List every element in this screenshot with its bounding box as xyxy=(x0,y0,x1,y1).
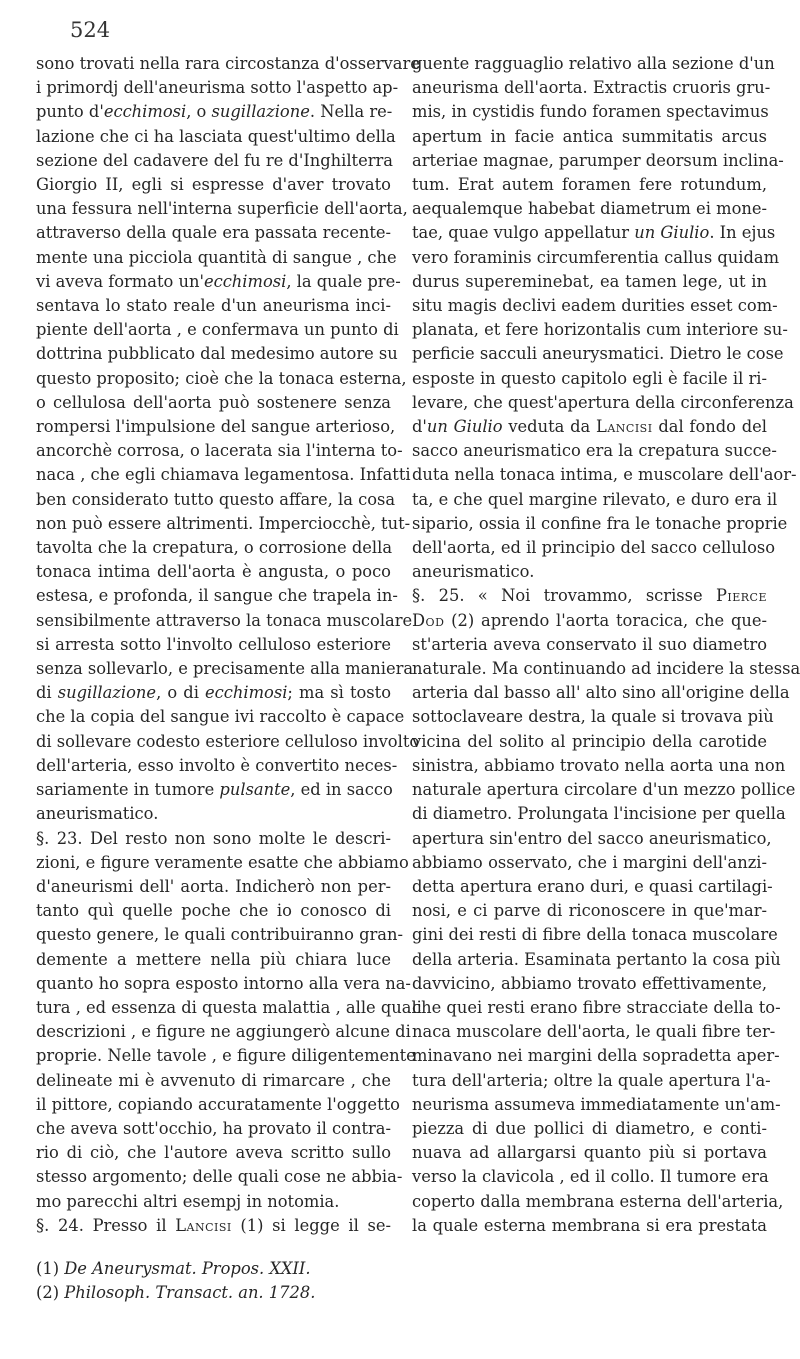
text-line: perficie sacculi aneurysmatici. Dietro le cose xyxy=(412,344,784,364)
page-number: 524 xyxy=(70,18,111,42)
text-line: nosi, e ci parve di riconoscere in que'mar- xyxy=(412,901,767,921)
text-line: duta nella tonaca intima, e muscolare dell'aor- xyxy=(412,465,797,485)
text-line: di diametro. Prolungata l'incisione per quella xyxy=(412,804,786,824)
text-line: tonaca intima dell'aorta è angusta, o poco xyxy=(36,562,391,582)
text-line: coperto dalla membrana esterna dell'arteria, xyxy=(412,1191,784,1211)
text-line: esposte in questo capitolo egli è facile il ri- xyxy=(412,368,767,388)
text-line: descrizioni , e figure ne aggiungerò alcune di xyxy=(36,1022,411,1042)
text-line: tavolta che la crepatura, o corrosione della xyxy=(36,538,393,558)
text-line: sensibilmente attraverso la tonaca muscolare xyxy=(36,610,413,630)
text-line: di sugillazione, o di ecchimosi; ma sì tosto xyxy=(36,683,391,703)
footnote-text: De Aneurysmat. Propos. XXII. xyxy=(64,1259,311,1278)
text-line: dell'aorta, ed il principio del sacco celluloso xyxy=(412,538,776,558)
text-line: arteriae magnae, parumper deorsum inclina- xyxy=(412,150,784,170)
text-line: neurisma assumeva immediatamente un'am- xyxy=(412,1094,781,1114)
footnotes xyxy=(36,1257,396,1305)
text-line: punto d'ecchimosi, o sugillazione. Nella re- xyxy=(36,102,393,122)
text-line: Giorgio II, egli si espresse d'aver trovato xyxy=(36,175,391,195)
text-line: rio di ciò, che l'autore aveva scritto sullo xyxy=(36,1143,391,1163)
text-line: d'un Giulio veduta da Lancisi dal fondo del xyxy=(412,417,767,437)
text-line: mis, in cystidis fundo foramen spectavimus xyxy=(412,102,769,122)
text-line: tura , ed essenza di questa malattia , alle quali xyxy=(36,997,422,1017)
text-line: mente una picciola quantità di sangue , che xyxy=(36,247,397,267)
text-line: si arresta sotto l'involto celluloso esteriore xyxy=(36,634,391,654)
text-line: tura dell'arteria; oltre la quale apertura l'a- xyxy=(412,1070,771,1090)
text-line: naturale apertura circolare d'un mezzo pollice xyxy=(412,780,796,800)
text-line: sinistra, abbiamo trovato nella aorta una non xyxy=(412,755,786,775)
text-line: vi aveva formato un'ecchimosi, la quale pre- xyxy=(36,271,401,291)
text-line: aneurisma dell'aorta. Extractis cruoris gru- xyxy=(412,78,771,98)
text-line: sentava lo stato reale d'un aneurisma inci- xyxy=(36,296,391,316)
text-line: senza sollevarlo, e precisamente alla maniera xyxy=(36,659,414,679)
text-line: minavano nei margini della sopradetta aper- xyxy=(412,1046,780,1066)
text-line: gini dei resti di fibre della tonaca muscolare xyxy=(412,925,778,945)
text-line: d'aneurismi dell' aorta. Indicherò non per- xyxy=(36,876,391,896)
text-line: una fessura nell'interna superficie dell'aorta, xyxy=(36,199,408,219)
text-line: sezione del cadavere del fu re d'Inghilterra xyxy=(36,150,394,170)
text-line: tum. Erat autem foramen fere rotundum, xyxy=(412,175,767,195)
text-line: nuava ad allargarsi quanto più si portava xyxy=(412,1143,767,1163)
left-column xyxy=(36,52,422,1238)
text-line: apertum in facie antica summitatis arcus xyxy=(412,126,767,146)
text-line: zioni, e figure veramente esatte che abbiamo xyxy=(36,852,409,872)
text-line: naca , che egli chiamava legamentosa. Infatti xyxy=(36,465,411,485)
text-line: levare, che quest'apertura della circonferenza xyxy=(412,392,794,412)
text-line: demente a mettere nella più chiara luce xyxy=(36,949,391,969)
text-line: di sollevare codesto esteriore celluloso involto xyxy=(36,731,420,751)
text-line: sottoclaveare destra, la quale si trovava più xyxy=(412,707,774,727)
text-line: ben considerato tutto questo affare, la cosa xyxy=(36,489,396,509)
text-line: i primordj dell'aneurisma sotto l'aspetto ap- xyxy=(36,78,399,98)
text-line: vero foraminis circumferentia callus quidam xyxy=(412,247,780,267)
text-line: aneurismatico. xyxy=(36,804,159,824)
text-line: §. 25. « Noi trovammo, scrisse Pierce xyxy=(412,586,767,606)
text-line: stesso argomento; delle quali cose ne abbia- xyxy=(36,1167,403,1187)
text-line: sariamente in tumore pulsante, ed in sacco xyxy=(36,780,393,800)
footnote-2 xyxy=(36,1281,396,1305)
text-line: la quale esterna membrana si era prestata xyxy=(412,1215,767,1235)
text-line: detta apertura erano duri, e quasi cartilagi- xyxy=(412,876,773,896)
text-line: aneurismatico. xyxy=(412,562,535,582)
text-line: piente dell'aorta , e confermava un punto di xyxy=(36,320,399,340)
footnote-text: Philosoph. Transact. an. 1728. xyxy=(64,1283,316,1302)
text-line: mo parecchi altri esempj in notomia. xyxy=(36,1191,340,1211)
text-line: abbiamo osservato, che i margini dell'anzi- xyxy=(412,852,767,872)
text-line: aequalemque habebat diametrum ei mone- xyxy=(412,199,767,219)
text-line: tae, quae vulgo appellatur un Giulio. In ejus xyxy=(412,223,776,243)
text-line: che la copia del sangue ivi raccolto è capace xyxy=(36,707,405,727)
text-line: apertura sin'entro del sacco aneurismatico, xyxy=(412,828,772,848)
text-line: planata, et fere horizontalis cum interiore su- xyxy=(412,320,788,340)
text-line: davvicino, abbiamo trovato effettivamente, xyxy=(412,973,767,993)
text-line: sono trovati nella rara circostanza d'osservare xyxy=(36,54,420,73)
text-line: proprie. Nelle tavole , e figure diligentemente xyxy=(36,1046,416,1066)
text-line: della arteria. Esaminata pertanto la cosa più xyxy=(412,949,781,969)
text-line: dottrina pubblicato dal medesimo autore su xyxy=(36,344,398,364)
text-line: verso la clavicola , ed il collo. Il tumore era xyxy=(412,1167,769,1187)
text-line: attraverso della quale era passata recente- xyxy=(36,223,391,243)
text-line: lazione che ci ha lasciata quest'ultimo della xyxy=(36,126,396,146)
text-line: dell'arteria, esso involto è convertito neces- xyxy=(36,755,398,775)
right-column xyxy=(412,52,800,1238)
footnote-mark: (1) xyxy=(36,1259,60,1278)
text-line: o cellulosa dell'aorta può sostenere senza xyxy=(36,392,391,412)
text-line: delineate mi è avvenuto di rimarcare , che xyxy=(36,1070,391,1090)
text-line: arteria dal basso all' alto sino all'origine della xyxy=(412,683,790,703)
text-line: §. 23. Del resto non sono molte le descri- xyxy=(36,828,391,848)
text-line: §. 24. Presso il Lancisi (1) si legge il se- xyxy=(36,1215,391,1235)
text-line: naturale. Ma continuando ad incidere la stessa xyxy=(412,659,800,679)
text-line: st'arteria aveva conservato il suo diametro xyxy=(412,634,767,654)
text-line: ancorchè corrosa, o lacerata sia l'interna to- xyxy=(36,441,403,461)
text-line: Dod (2) aprendo l'aorta toracica, che que- xyxy=(412,610,767,630)
text-line: questo genere, le quali contribuiranno gran- xyxy=(36,925,403,945)
text-line: quanto ho sopra esposto intorno alla vera na- xyxy=(36,973,411,993)
text-line: ta, e che quel margine rilevato, e duro era il xyxy=(412,489,778,509)
footnote-mark: (2) xyxy=(36,1283,60,1302)
text-line: naca muscolare dell'aorta, le quali fibre ter- xyxy=(412,1022,776,1042)
text-line: situ magis declivi eadem durities esset com- xyxy=(412,296,778,316)
text-line: durus supereminebat, ea tamen lege, ut in xyxy=(412,271,767,291)
text-line: piezza di due pollici di diametro, e conti- xyxy=(412,1118,767,1138)
text-line: sipario, ossia il confine fra le tonache proprie xyxy=(412,513,788,533)
text-line: rompersi l'impulsione del sangue arterioso, xyxy=(36,417,396,437)
text-line: che quei resti erano fibre stracciate della to- xyxy=(412,997,781,1017)
footnote-1 xyxy=(36,1257,396,1281)
text-line: sacco aneurismatico era la crepatura succe- xyxy=(412,441,777,461)
text-line: guente ragguaglio relativo alla sezione d'un xyxy=(412,54,775,73)
text-line: tanto quì quelle poche che io conosco di xyxy=(36,901,391,921)
text-line: il pittore, copiando accuratamente l'oggetto xyxy=(36,1094,400,1114)
text-line: che aveva sott'occhio, ha provato il contra- xyxy=(36,1118,391,1138)
text-line: questo proposito; cioè che la tonaca esterna, xyxy=(36,368,407,388)
text-line: non può essere altrimenti. Imperciocchè, tut- xyxy=(36,513,411,533)
text-line: estesa, e profonda, il sangue che trapela in- xyxy=(36,586,398,606)
text-line: vicina del solito al principio della carotide xyxy=(412,731,767,751)
